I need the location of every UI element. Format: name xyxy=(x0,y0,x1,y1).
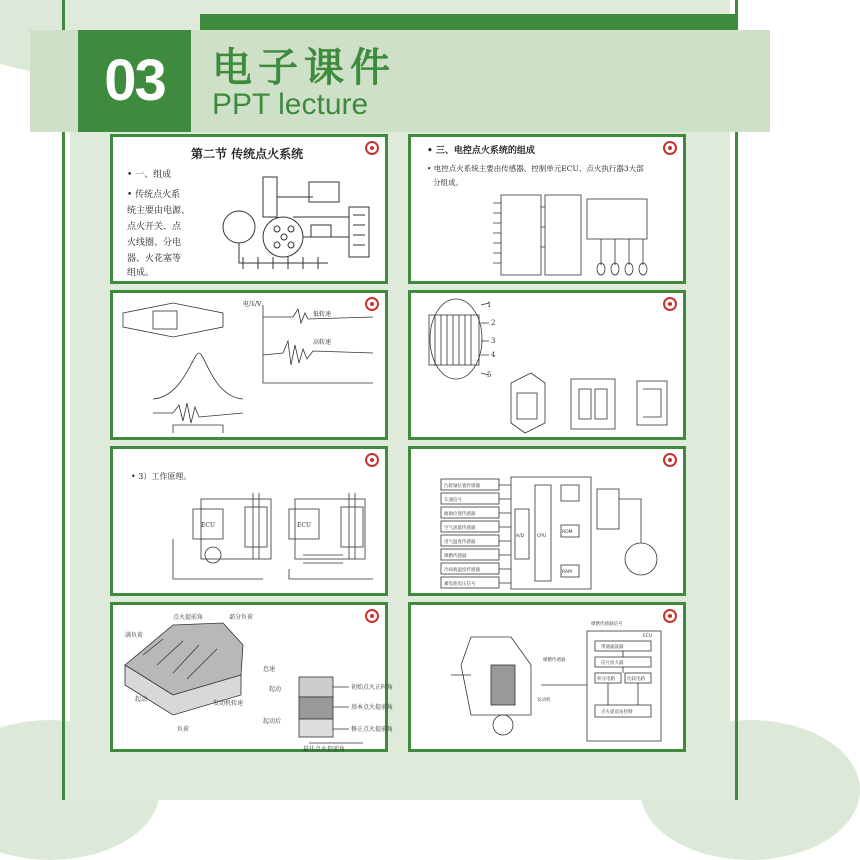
high-speed-label: 高转速 xyxy=(313,339,332,346)
idle-label: 怠速 xyxy=(263,666,276,673)
slide-heading: • 一、组成 xyxy=(127,170,172,180)
ram-label: RAM xyxy=(562,570,572,575)
ecu-label: ECU xyxy=(643,634,653,639)
initial-timing-label: 初始点火正时角 xyxy=(351,684,394,691)
electronic-ignition-diagram xyxy=(411,137,683,281)
ignition-system-diagram xyxy=(113,137,385,281)
coil-part-number: 3 xyxy=(491,337,496,345)
base-advance-label: 基本点火提前角 xyxy=(351,704,394,711)
ignition-advance-map xyxy=(113,605,394,753)
rom-label: ROM xyxy=(562,530,573,535)
integrator-label: 积分电路 xyxy=(597,677,615,682)
title-english: PPT lecture xyxy=(212,88,369,121)
sensor-block: 爆燃传感器 xyxy=(444,554,467,559)
coil-part-number: 4 xyxy=(491,351,496,359)
knock-sensor-waveform xyxy=(113,293,385,437)
slide-7[interactable] xyxy=(110,602,394,753)
slide-line: 统主要由电源、 xyxy=(127,206,191,216)
cpu-label: CPU xyxy=(537,534,547,539)
knock-sensor-label: 爆燃传感器 xyxy=(543,658,566,663)
advance-angle-label: 点火提前角 xyxy=(173,614,204,621)
start-label: 起动 xyxy=(269,686,282,693)
ignition-coil-diagram xyxy=(411,293,683,437)
amplifier-label: 信号放大器 xyxy=(601,661,624,666)
coil-part-number: 1 xyxy=(487,301,492,309)
start-label: 起动 xyxy=(135,696,148,703)
slide-8[interactable] xyxy=(408,602,686,752)
full-load-label: 满负荷 xyxy=(125,632,144,639)
engine-speed-label: 发动机转速 xyxy=(213,700,244,707)
ecu-label: ECU xyxy=(201,522,216,529)
sensor-block: 冷却液温度传感器 xyxy=(444,568,480,573)
after-start-label: 起动后 xyxy=(263,718,282,725)
ecu-label: ECU xyxy=(297,522,312,529)
slide-2[interactable] xyxy=(408,134,686,284)
slide-3[interactable] xyxy=(110,290,388,440)
slide-heading: • 三、电控点火系统的组成 xyxy=(427,146,535,156)
slide-line: 分组成。 xyxy=(433,178,463,187)
slide-heading: • 3）工作原理。 xyxy=(131,472,192,481)
engine-label: 发动机 xyxy=(537,698,551,703)
sensor-block: 蓄电池电压信号 xyxy=(444,582,476,587)
coil-part-number: 5 xyxy=(487,371,492,379)
coil-part-number: 2 xyxy=(491,319,496,327)
slide-line: 火线圈、分电 xyxy=(127,238,182,248)
ecu-block-diagram xyxy=(411,449,683,593)
comparator-label: 比较电路 xyxy=(627,677,645,682)
slide-line: 点火开关、点 xyxy=(127,222,182,232)
slide-6[interactable] xyxy=(408,446,686,596)
partial-load-label: 部分负荷 xyxy=(229,614,254,621)
slide-line: 器、火花塞等 xyxy=(127,254,182,264)
voltage-axis-label: 电压/V xyxy=(243,301,262,308)
bandpass-filter-label: 带通滤波器 xyxy=(601,645,624,650)
optimal-advance-label: 最佳点火提前角 xyxy=(303,746,346,753)
top-accent-bar xyxy=(200,14,738,30)
correction-advance-label: 修正点火提前角 xyxy=(351,726,394,733)
slide-5[interactable] xyxy=(110,446,388,596)
working-principle-diagram xyxy=(113,449,385,593)
slide-1[interactable] xyxy=(110,134,388,284)
slide-line: • 传统点火系 xyxy=(127,190,181,200)
low-speed-label: 低转速 xyxy=(313,311,332,318)
slide-4[interactable] xyxy=(408,290,686,440)
ad-label: A/D xyxy=(516,534,525,539)
sensor-block: 空气流量传感器 xyxy=(444,526,476,531)
sensor-block: 进气温度传感器 xyxy=(444,540,476,545)
sensor-block: 凸轮轴位置传感器 xyxy=(444,484,480,489)
slide-line: • 电控点火系统主要由传感器、控制单元ECU、点火执行器3大部 xyxy=(427,164,644,173)
knock-control-diagram xyxy=(411,605,683,749)
load-label: 负荷 xyxy=(177,726,190,733)
sensor-block: 车速信号 xyxy=(444,498,462,503)
title-chinese: 电子课件 xyxy=(212,45,396,91)
advance-control-label: 点火提前角控制 xyxy=(601,710,633,715)
sensor-block: 曲轴位置传感器 xyxy=(444,512,476,517)
slide-line: 组成。 xyxy=(127,268,155,278)
knock-signal-label: 爆燃传感器信号 xyxy=(591,622,623,627)
section-number: 03 xyxy=(78,30,191,132)
slide-title: 第二节 传统点火系统 xyxy=(191,147,304,161)
